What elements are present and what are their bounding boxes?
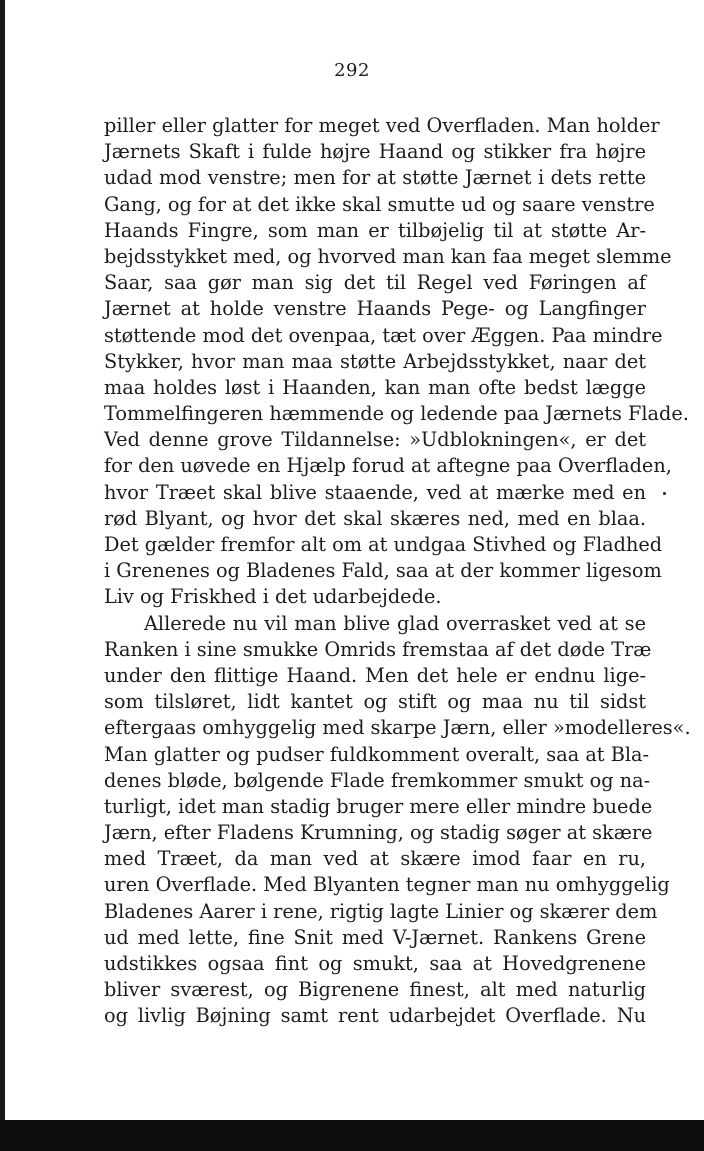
scan-bottom-edge (0, 1120, 704, 1151)
text-line: denes bløde, bølgende Flade fremkommer smukt og na- (104, 768, 651, 792)
text-line: med Træet, da man ved at skære imod faar en ru, (104, 847, 646, 871)
text-line: udad mod venstre; men for at støtte Jærnet i dets rette (104, 166, 646, 190)
text-line: piller eller glatter for meget ved Overfladen. Man holder (104, 114, 660, 137)
text-line: eftergaas omhyggelig med skarpe Jærn, eller »modelleres«. (104, 716, 691, 740)
text-line: Bladenes Aarer i rene, rigtig lagte Linier og skærer dem (104, 899, 658, 923)
text-line: rød Blyant, og hvor det skal skæres ned, med en blaa. (104, 506, 646, 530)
text-line: Gang, og for at det ikke skal smutte ud og saare venstre (104, 192, 655, 216)
text-line: Man glatter og pudser fuldkomment overalt, saa at Bla- (104, 742, 650, 766)
text-line: Saar, saa gør man sig det til Regel ved Føringen af (104, 271, 646, 295)
text-line: støttende mod det ovenpaa, tæt over Æggen. Paa mindre (104, 323, 663, 347)
text-line: bejdsstykket med, og hvorved man kan faa meget slemme (104, 244, 672, 268)
text-line: udstikkes ogsaa fint og smukt, saa at Hovedgrenene (104, 952, 646, 975)
text-line: Tommelfingeren hæmmende og ledende paa Jærnets Flade. (104, 402, 689, 426)
text-line: Ranken i sine smukke Omrids fremstaa af det døde Træ (104, 637, 652, 661)
text-line: Det gælder fremfor alt om at undgaa Stivhed og Fladhed (104, 533, 663, 556)
text-line: Jærnets Skaft i fulde højre Haand og stikker fra højre (104, 140, 646, 164)
text-line: for den uøvede en Hjælp forud at aftegne paa Overfladen, (104, 454, 672, 478)
text-line: Liv og Friskhed i det udarbejdede. (104, 585, 442, 609)
text-line: bliver sværest, og Bigrenene finest, alt med naturlig (104, 978, 646, 1002)
text-line: uren Overflade. Med Blyanten tegner man nu omhyggelig (104, 873, 670, 897)
page-number: 292 (334, 60, 370, 81)
text-line: Haands Fingre, som man er tilbøjelig til at støtte Ar- (104, 218, 646, 242)
text-line: maa holdes løst i Haanden, kan man ofte bedst lægge (104, 375, 646, 399)
text-line: hvor Træet skal blive staaende, ved at mærke med en (104, 480, 646, 504)
text-line: Ved denne grove Tildannelse: »Udblokningen«, er det (104, 428, 646, 452)
text-line: som tilsløret, lidt kantet og stift og maa nu til sidst (104, 690, 646, 714)
body-text (104, 113, 691, 1030)
text-line: Stykker, hvor man maa støtte Arbejdsstykket, naar det (104, 349, 646, 373)
text-line: Jærn, efter Fladens Krumning, og stadig søger at skære (104, 821, 653, 845)
text-line: Allerede nu vil man blive glad overrasket ved at se (144, 611, 646, 635)
text-line: Jærnet at holde venstre Haands Pege- og Langfinger (104, 297, 646, 321)
text-line: under den flittige Haand. Men det hele er endnu lige- (104, 663, 646, 687)
text-line: turligt, idet man stadig bruger mere eller mindre buede (104, 794, 653, 818)
stray-mark (663, 492, 666, 495)
text-line: og livlig Bøjning samt rent udarbejdet Overflade. Nu (104, 1004, 646, 1028)
text-line: i Grenenes og Bladenes Fald, saa at der kommer ligesom (104, 559, 662, 583)
scan-left-edge (0, 0, 5, 1120)
text-line: ud med lette, fine Snit med V-Jærnet. Rankens Grene (104, 925, 646, 949)
